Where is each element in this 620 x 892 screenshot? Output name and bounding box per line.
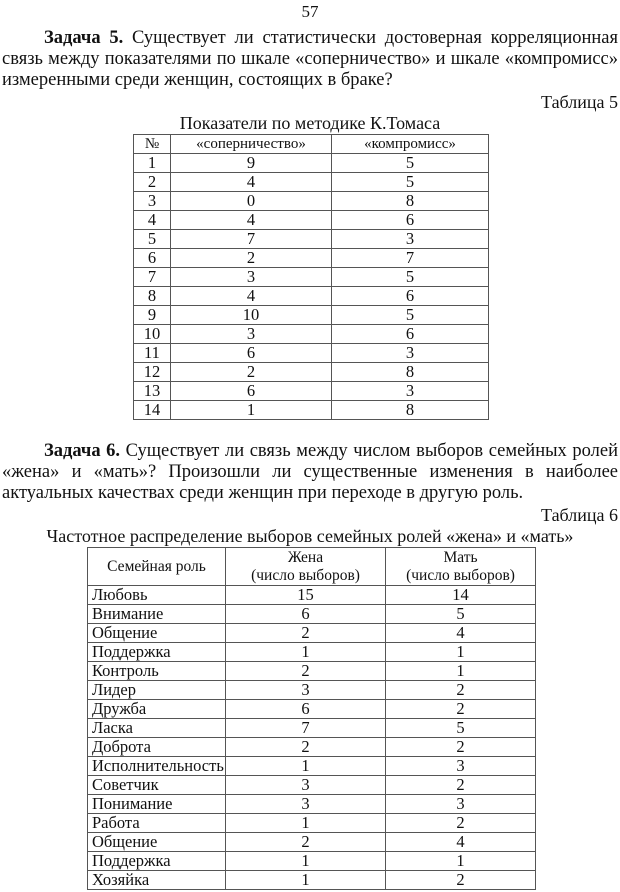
table-cell: 6 bbox=[134, 249, 171, 268]
table-cell: Общение bbox=[88, 833, 226, 852]
table6-header-row bbox=[88, 548, 536, 586]
table-cell: 3 bbox=[332, 230, 489, 249]
table-cell: 14 bbox=[386, 586, 536, 605]
table-cell: 6 bbox=[332, 211, 489, 230]
table6-header-wife: Жена (число выборов) bbox=[226, 548, 386, 586]
table-cell: 2 bbox=[134, 173, 171, 192]
table-cell: 10 bbox=[171, 306, 332, 325]
table-cell: Внимание bbox=[88, 605, 226, 624]
table-row bbox=[134, 249, 489, 268]
table-row bbox=[88, 814, 536, 833]
table-cell: 11 bbox=[134, 344, 171, 363]
table-cell: 2 bbox=[386, 738, 536, 757]
table-cell: 0 bbox=[171, 192, 332, 211]
table-row bbox=[134, 173, 489, 192]
task6-text: Существует ли связь между числом выборов семейных ролей «жена» и «мать»? Произошли ли существенные изменения в наиболее актуальных качествах среди женщин при переходе в другую роль. bbox=[2, 441, 618, 503]
table-cell: 6 bbox=[332, 287, 489, 306]
table5 bbox=[133, 134, 489, 420]
table-cell: 2 bbox=[226, 833, 386, 852]
table-cell: 3 bbox=[332, 382, 489, 401]
table5-header-compromise: «компромисс» bbox=[332, 135, 489, 154]
table-cell: Поддержка bbox=[88, 852, 226, 871]
table-row bbox=[134, 192, 489, 211]
table-cell: 4 bbox=[386, 624, 536, 643]
table-row bbox=[134, 382, 489, 401]
table-cell: 6 bbox=[171, 382, 332, 401]
table-row bbox=[134, 401, 489, 420]
table-row bbox=[88, 605, 536, 624]
table-row bbox=[88, 643, 536, 662]
table-row bbox=[88, 719, 536, 738]
table-row bbox=[134, 325, 489, 344]
table6 bbox=[87, 547, 536, 890]
page-number: 57 bbox=[301, 2, 319, 21]
table-row bbox=[88, 624, 536, 643]
table-cell: 2 bbox=[226, 662, 386, 681]
table-row bbox=[88, 776, 536, 795]
table-cell: 3 bbox=[171, 325, 332, 344]
table-cell: 4 bbox=[171, 173, 332, 192]
table-cell: 1 bbox=[134, 154, 171, 173]
table-cell: 2 bbox=[386, 814, 536, 833]
table-cell: 5 bbox=[332, 306, 489, 325]
table-row bbox=[88, 586, 536, 605]
table-cell: Хозяйка bbox=[88, 871, 226, 890]
table-cell: 4 bbox=[134, 211, 171, 230]
table-cell: 5 bbox=[332, 268, 489, 287]
table-cell: 1 bbox=[386, 662, 536, 681]
table-cell: 1 bbox=[386, 643, 536, 662]
table5-header-row bbox=[134, 135, 489, 154]
table-cell: Советчик bbox=[88, 776, 226, 795]
table-cell: 2 bbox=[226, 738, 386, 757]
table-cell: 1 bbox=[386, 852, 536, 871]
table-cell: 12 bbox=[134, 363, 171, 382]
table5-header-number: № bbox=[134, 135, 171, 154]
table-row bbox=[88, 757, 536, 776]
table-cell: 3 bbox=[226, 776, 386, 795]
table-cell: 3 bbox=[171, 268, 332, 287]
table-cell: 2 bbox=[226, 624, 386, 643]
table-cell: 6 bbox=[332, 325, 489, 344]
table-cell: 3 bbox=[226, 795, 386, 814]
table-cell: 13 bbox=[134, 382, 171, 401]
table-cell: Дружба bbox=[88, 700, 226, 719]
table-cell: 7 bbox=[134, 268, 171, 287]
table-cell: 2 bbox=[386, 776, 536, 795]
table-row bbox=[134, 363, 489, 382]
table-cell: Работа bbox=[88, 814, 226, 833]
table-cell: 7 bbox=[332, 249, 489, 268]
table-cell: Исполнительность bbox=[88, 757, 226, 776]
table-cell: 14 bbox=[134, 401, 171, 420]
table-cell: 6 bbox=[171, 344, 332, 363]
table-cell: 1 bbox=[226, 643, 386, 662]
table5-label: Таблица 5 bbox=[541, 92, 618, 112]
table6-header-role: Семейная роль bbox=[88, 548, 226, 586]
task5-paragraph bbox=[2, 28, 618, 91]
task6-label: Задача 6. bbox=[44, 441, 121, 461]
table-cell: 3 bbox=[386, 795, 536, 814]
table5-header-rivalry: «соперничество» bbox=[171, 135, 332, 154]
table-row bbox=[134, 287, 489, 306]
table-cell: 2 bbox=[171, 249, 332, 268]
table-row bbox=[88, 700, 536, 719]
table-row bbox=[134, 230, 489, 249]
table-row bbox=[88, 833, 536, 852]
table-row bbox=[134, 211, 489, 230]
table-cell: 2 bbox=[386, 700, 536, 719]
table-cell: Поддержка bbox=[88, 643, 226, 662]
table-cell: 7 bbox=[226, 719, 386, 738]
table-cell: 8 bbox=[332, 363, 489, 382]
table-cell: 1 bbox=[226, 757, 386, 776]
table-cell: 3 bbox=[226, 681, 386, 700]
table-cell: 4 bbox=[171, 287, 332, 306]
table-row bbox=[88, 852, 536, 871]
table-cell: Ласка bbox=[88, 719, 226, 738]
table-cell: 1 bbox=[226, 871, 386, 890]
table-row bbox=[88, 795, 536, 814]
table-cell: 2 bbox=[386, 871, 536, 890]
table-cell: 6 bbox=[226, 605, 386, 624]
table-cell: 9 bbox=[171, 154, 332, 173]
table-cell: 3 bbox=[386, 757, 536, 776]
table-cell: 2 bbox=[171, 363, 332, 382]
table-cell: 5 bbox=[332, 154, 489, 173]
table-cell: 4 bbox=[171, 211, 332, 230]
table-cell: 6 bbox=[226, 700, 386, 719]
table-cell: 8 bbox=[332, 192, 489, 211]
table-cell: Любовь bbox=[88, 586, 226, 605]
table-row bbox=[88, 871, 536, 890]
table-row bbox=[88, 738, 536, 757]
table-row bbox=[88, 662, 536, 681]
table6-label: Таблица 6 bbox=[541, 505, 618, 525]
table-cell: Понимание bbox=[88, 795, 226, 814]
table-cell: 10 bbox=[134, 325, 171, 344]
table-cell: 9 bbox=[134, 306, 171, 325]
table-cell: 8 bbox=[332, 401, 489, 420]
table-cell: 8 bbox=[134, 287, 171, 306]
table-cell: 7 bbox=[171, 230, 332, 249]
task5-text: Существует ли статистически достоверная корреляционная связь между показателями по шкале «соперничество» и шкале «компромисс» измеренными среди женщин, состоящих в браке? bbox=[2, 28, 618, 90]
table-cell: Доброта bbox=[88, 738, 226, 757]
table-cell: 15 bbox=[226, 586, 386, 605]
table-cell: 2 bbox=[386, 681, 536, 700]
table-cell: 5 bbox=[332, 173, 489, 192]
table-cell: 1 bbox=[226, 852, 386, 871]
table-cell: 3 bbox=[332, 344, 489, 363]
table-row bbox=[134, 344, 489, 363]
table6-header-mother: Мать (число выборов) bbox=[386, 548, 536, 586]
table-cell: Общение bbox=[88, 624, 226, 643]
table-cell: 4 bbox=[386, 833, 536, 852]
table-cell: Лидер bbox=[88, 681, 226, 700]
table-cell: 5 bbox=[386, 605, 536, 624]
table5-caption: Показатели по методике К.Томаса bbox=[179, 113, 441, 133]
table6-caption: Частотное распределение выборов семейных ролей «жена» и «мать» bbox=[46, 526, 574, 546]
table-cell: Контроль bbox=[88, 662, 226, 681]
table-row bbox=[134, 268, 489, 287]
table-cell: 3 bbox=[134, 192, 171, 211]
table-row bbox=[134, 154, 489, 173]
table-cell: 5 bbox=[134, 230, 171, 249]
table-cell: 1 bbox=[171, 401, 332, 420]
task5-label: Задача 5. bbox=[44, 28, 124, 48]
table-row bbox=[88, 681, 536, 700]
table-cell: 5 bbox=[386, 719, 536, 738]
task6-paragraph bbox=[2, 441, 618, 504]
table-cell: 1 bbox=[226, 814, 386, 833]
table-row bbox=[134, 306, 489, 325]
